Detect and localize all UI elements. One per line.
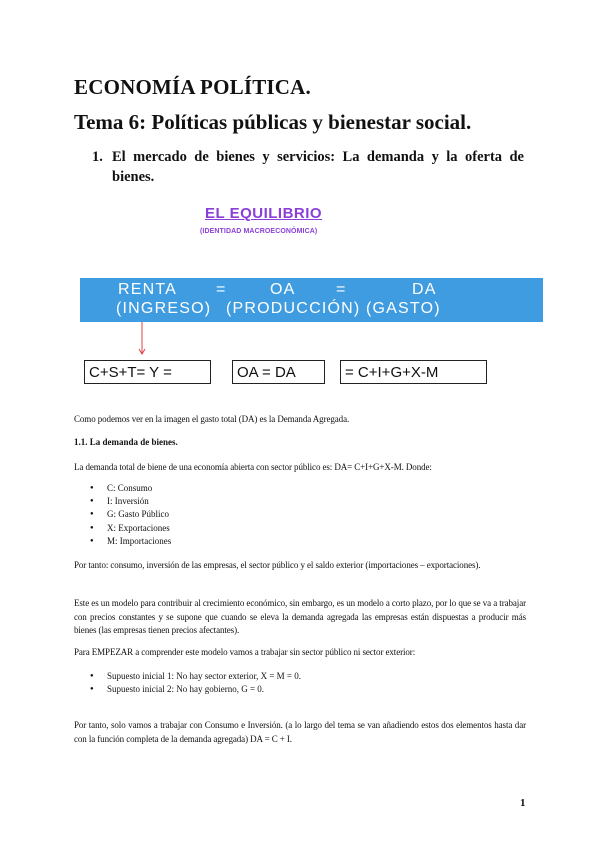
- document-title: ECONOMÍA POLÍTICA.: [74, 75, 311, 99]
- band-oa: OA: [270, 281, 296, 298]
- list-item: ● Supuesto inicial 1: No hay sector exterior, X = M = 0.: [90, 670, 301, 683]
- list-item: ● C: Consumo: [90, 482, 171, 495]
- intro-paragraph: Como podemos ver en la imagen el gasto total (DA) es la Demanda Agregada.: [74, 414, 350, 424]
- page-number: 1: [520, 797, 526, 809]
- list-item: ● M: Importaciones: [90, 535, 171, 548]
- figure-subtitle: (IDENTIDAD MACROECONÓMICA): [200, 228, 318, 235]
- closing-paragraph: Por tanto, solo vamos a trabajar con Consumo e Inversión. (a lo largo del tema se van añadiendo estos dos elementos hasta dar con la función completa de la demanda agregada) DA = C + I.: [74, 720, 526, 744]
- section-heading: [92, 147, 524, 187]
- empezar-paragraph: Para EMPEZAR a comprender este modelo vamos a trabajar sin sector público ni sector exterior:: [74, 647, 416, 657]
- band-equals-2: =: [336, 281, 347, 298]
- demand-definition: La demanda total de biene de una economía abierta con sector público es: DA= C+I+G+X-M. Donde:: [74, 462, 432, 472]
- list-item: ● X: Exportaciones: [90, 522, 171, 535]
- box-oa-da: OA = DA: [232, 360, 325, 384]
- band-gasto: (GASTO): [366, 300, 441, 317]
- subsection-heading: 1.1. La demanda de bienes.: [74, 437, 178, 447]
- list-item: ● G: Gasto Público: [90, 508, 171, 521]
- band-renta: RENTA: [118, 281, 178, 298]
- identity-band: [80, 278, 543, 322]
- band-equals-1: =: [216, 281, 227, 298]
- components-list: [90, 482, 171, 548]
- list-item: ● I: Inversión: [90, 495, 171, 508]
- assumptions-list: [90, 670, 301, 696]
- down-arrow-icon: [137, 322, 147, 356]
- box-da-components: = C+I+G+X-M: [340, 360, 487, 384]
- section-title: El mercado de bienes y servicios: La demanda y la oferta de bienes.: [112, 149, 524, 185]
- model-paragraph: Este es un modelo para contribuir al crecimiento económico, sin embargo, es un modelo a corto plazo, por lo que se va a trabajar con precios constantes y se supone que cuando se eleva la demanda agregada las empresas están dispuestas a producir más bienes (las empresas tienen precios afectantes).: [74, 598, 526, 635]
- box-income-identity: C+S+T= Y =: [84, 360, 211, 384]
- list-item: ● Supuesto inicial 2: No hay gobierno, G = 0.: [90, 683, 301, 696]
- por-tanto-paragraph: Por tanto: consumo, inversión de las empresas, el sector público y el saldo exterior (importaciones – exportaciones).: [74, 560, 481, 570]
- band-da: DA: [412, 281, 437, 298]
- figure-title: EL EQUILIBRIO: [205, 205, 323, 222]
- band-produccion: (PRODUCCIÓN): [226, 300, 361, 317]
- band-ingreso: (INGRESO): [116, 300, 212, 317]
- section-number: 1.: [92, 149, 103, 165]
- topic-heading: Tema 6: Políticas públicas y bienestar social.: [74, 110, 472, 134]
